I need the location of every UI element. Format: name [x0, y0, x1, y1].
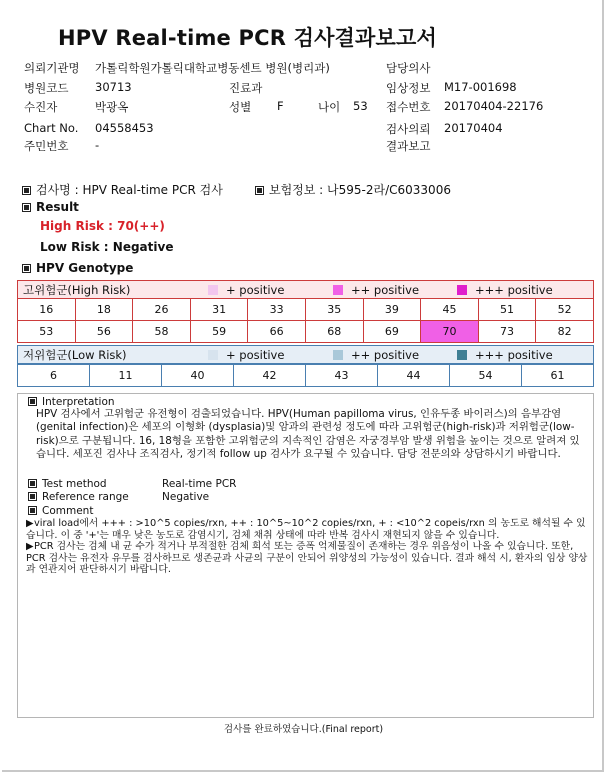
- genotype-cell: 11: [90, 365, 162, 387]
- genotype-cell: 33: [248, 299, 306, 321]
- comment-heading-row: [28, 505, 93, 517]
- legend-swatch: [457, 285, 467, 295]
- genotype-row: [18, 365, 594, 387]
- genotype-cell: 68: [305, 321, 363, 343]
- resident-value: -: [95, 138, 100, 152]
- request-label: 검사의뢰: [386, 122, 431, 136]
- department-label: 진료과: [229, 81, 263, 95]
- legend-swatch: [457, 350, 467, 360]
- high-risk-legend: [17, 280, 594, 299]
- legend-label: +++ positive: [475, 283, 553, 297]
- genotype-cell: 56: [75, 321, 133, 343]
- comment-item: [26, 541, 591, 576]
- legend-item-plus1: [208, 283, 284, 297]
- genotype-cell: 69: [363, 321, 421, 343]
- low-risk-result: Low Risk : Negative: [40, 240, 174, 254]
- genotype-cell: 43: [306, 365, 378, 387]
- high-risk-legend-title: 고위험군(High Risk): [23, 283, 131, 297]
- genotype-cell: 16: [18, 299, 76, 321]
- patient-label: 수진자: [24, 100, 58, 114]
- comment-text: PCR 검사는 검체 내 균 수가 적거나 부적절한 검체 희석 또는 증폭 억제물질이 존재하는 경우 위음성이 나올 수 있습니다. 또한, PCR 검사는 유전자 유무를 검사하므로 생존균과 사균의 구분이 안되어 위양성의 가능성이 있습니다. 결과 해석 시, 환자의 임상 양상과 연관지어 판단하시기 바랍니다.: [26, 541, 588, 576]
- genotype-cell: 59: [190, 321, 248, 343]
- low-risk-genotype-table: [17, 364, 594, 387]
- genotype-cell: 44: [378, 365, 450, 387]
- insurance-row: [255, 181, 451, 198]
- legend-label: + positive: [226, 348, 285, 362]
- genotype-cell: 35: [305, 299, 363, 321]
- triangle-bullet-icon: ▶: [26, 541, 34, 552]
- square-bullet-icon: [255, 186, 264, 195]
- triangle-bullet-icon: ▶: [26, 518, 34, 529]
- legend-label: ++ positive: [351, 283, 420, 297]
- genotype-cell: 51: [478, 299, 536, 321]
- genotype-cell: 61: [522, 365, 594, 387]
- test-method-label: Test method: [42, 478, 107, 490]
- high-risk-genotype-table: [17, 298, 594, 343]
- genotype-cell: 26: [133, 299, 191, 321]
- square-bullet-icon: [28, 492, 37, 501]
- sex-label: 성별: [229, 100, 252, 114]
- institution-value: 가톨릭학원가톨릭대학교병동센트 병원(병리과): [95, 61, 330, 75]
- legend-label: +++ positive: [475, 348, 553, 362]
- square-bullet-icon: [28, 479, 37, 488]
- result-heading: Result: [36, 200, 79, 214]
- reference-range-row: [28, 491, 129, 503]
- genotype-cell: 31: [190, 299, 248, 321]
- legend-swatch: [333, 285, 343, 295]
- legend-item-plus1: [208, 348, 284, 362]
- genotype-cell: 39: [363, 299, 421, 321]
- test-method-value: Real-time PCR: [162, 478, 237, 490]
- clinical-info-value: M17-001698: [444, 80, 517, 94]
- genotype-cell: 6: [18, 365, 90, 387]
- genotype-cell: 52: [536, 299, 594, 321]
- legend-swatch: [208, 350, 218, 360]
- final-report-status: 검사를 완료하였습니다.(Final report): [223, 724, 384, 735]
- genotype-row: [18, 299, 594, 321]
- interpretation-heading: Interpretation: [42, 396, 115, 408]
- low-risk-legend-title: 저위험군(Low Risk): [23, 348, 127, 362]
- interpretation-text: HPV 검사에서 고위험군 유전형이 검출되었습니다. HPV(Human papilloma virus, 인유두종 바이러스)의 음부감염(genital infection)은 세포의 이형화 (dysplasia)및 암과의 관련성 정도에 따라 고위험군(high-risk)과 저위험군(low-risk)으로 구분됩니다. 16, 18형을 포함한 고위험군의 지속적인 감염은 자궁경부암 발생 위험을 높이는 것으로 알려져 있습니다. 세포진 검사나 조직검사, 정기적 follow up 검사가 요구될 수 있습니다. 담당 전문의와 상담하시기 바랍니다.: [36, 408, 580, 460]
- comment-heading: Comment: [42, 505, 94, 517]
- high-risk-result: High Risk : 70(++): [40, 219, 165, 233]
- sex-value: F: [277, 99, 284, 113]
- hospital-code-value: 30713: [95, 80, 132, 94]
- insurance-info: 보험정보 : 나595-2라/C6033006: [269, 183, 451, 197]
- doctor-label: 담당의사: [386, 61, 431, 75]
- genotype-cell: 45: [421, 299, 479, 321]
- genotype-cell: 66: [248, 321, 306, 343]
- legend-label: ++ positive: [351, 348, 420, 362]
- comment-text: viral load에서 +++ : >10^5 copies/rxn, ++ : 10^5~10^2 copies/rxn, + : <10^2 copeis/rxn 의 농도로 해석될 수 있습니다. 이 중 '+'는 매우 낮은 농도로 감염시기, 검체 채취 상태에 따라 반복 검사시 재현되지 않을 수 있습니다.: [26, 518, 586, 541]
- age-value: 53: [353, 99, 368, 113]
- test-name-row: [22, 181, 223, 198]
- receipt-value: 20170404-22176: [444, 99, 544, 113]
- patient-value: 박광옥: [95, 100, 129, 114]
- genotype-cell: 54: [450, 365, 522, 387]
- genotype-cell-positive: 70: [421, 321, 479, 343]
- chart-no-label: Chart No.: [24, 121, 79, 135]
- genotype-heading-row: [22, 261, 133, 275]
- genotype-cell: 82: [536, 321, 594, 343]
- legend-item-plus3: [457, 348, 553, 362]
- genotype-cell: 40: [162, 365, 234, 387]
- legend-swatch: [333, 350, 343, 360]
- legend-item-plus2: [333, 348, 419, 362]
- clinical-info-label: 임상정보: [386, 81, 431, 95]
- legend-item-plus2: [333, 283, 419, 297]
- genotype-cell: 42: [234, 365, 306, 387]
- genotype-cell: 18: [75, 299, 133, 321]
- square-bullet-icon: [28, 397, 37, 406]
- genotype-cell: 58: [133, 321, 191, 343]
- hospital-code-label: 병원코드: [24, 81, 69, 95]
- receipt-label: 접수번호: [386, 100, 431, 114]
- result-heading-row: [22, 200, 79, 214]
- genotype-cell: 73: [478, 321, 536, 343]
- resident-label: 주민번호: [24, 139, 69, 153]
- institution-label: 의뢰기관명: [24, 61, 80, 75]
- report-title: HPV Real-time PCR 검사결과보고서: [58, 26, 437, 50]
- request-value: 20170404: [444, 121, 503, 135]
- legend-item-plus3: [457, 283, 553, 297]
- report-label: 결과보고: [386, 139, 431, 153]
- chart-no-value: 04558453: [95, 121, 154, 135]
- test-method-row: [28, 478, 107, 490]
- square-bullet-icon: [22, 203, 31, 212]
- square-bullet-icon: [22, 186, 31, 195]
- test-name: 검사명 : HPV Real-time PCR 검사: [36, 183, 223, 197]
- reference-range-value: Negative: [162, 491, 210, 503]
- legend-label: + positive: [226, 283, 285, 297]
- low-risk-legend: [17, 345, 594, 364]
- reference-range-label: Reference range: [42, 491, 129, 503]
- interpretation-heading-row: [28, 396, 115, 408]
- age-label: 나이: [318, 100, 341, 114]
- comment-item: [26, 518, 591, 541]
- genotype-row: [18, 321, 594, 343]
- genotype-heading: HPV Genotype: [36, 261, 134, 275]
- square-bullet-icon: [22, 264, 31, 273]
- legend-swatch: [208, 285, 218, 295]
- square-bullet-icon: [28, 506, 37, 515]
- genotype-cell: 53: [18, 321, 76, 343]
